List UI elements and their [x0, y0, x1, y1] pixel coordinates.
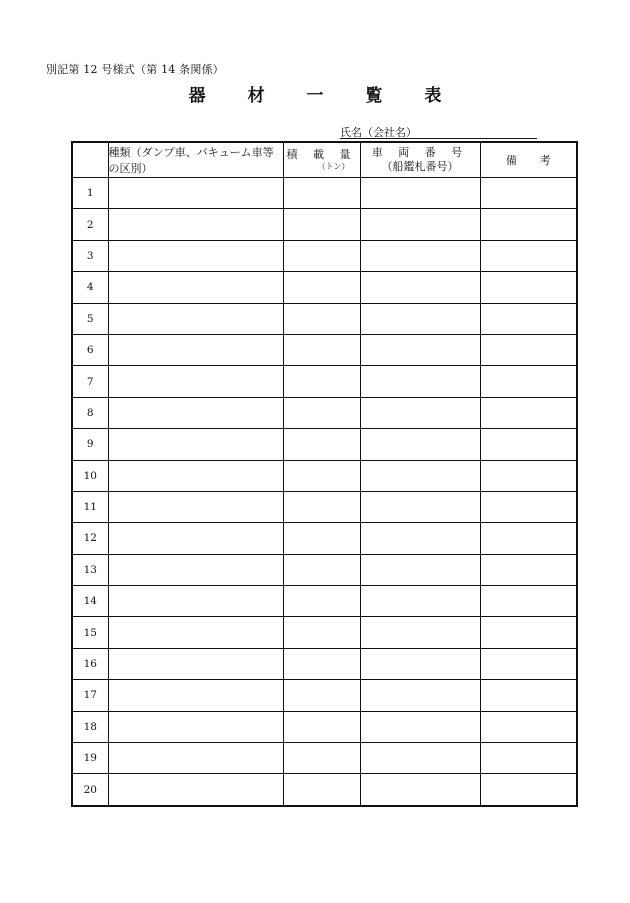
header-vehicle-number-label: 車 両 番 号 [371, 146, 469, 159]
row-number: 7 [72, 366, 108, 397]
capacity-cell[interactable] [283, 397, 360, 428]
capacity-cell[interactable] [283, 774, 360, 806]
remarks-cell[interactable] [480, 240, 577, 271]
type-cell[interactable] [108, 272, 283, 303]
table-row [72, 711, 577, 742]
capacity-cell[interactable] [283, 240, 360, 271]
table-row [72, 397, 577, 428]
table-row [72, 586, 577, 617]
remarks-cell[interactable] [480, 491, 577, 522]
table-row [72, 272, 577, 303]
remarks-cell[interactable] [480, 711, 577, 742]
capacity-cell[interactable] [283, 178, 360, 209]
row-number: 8 [72, 397, 108, 428]
capacity-cell[interactable] [283, 648, 360, 679]
remarks-cell[interactable] [480, 586, 577, 617]
name-field[interactable] [340, 124, 537, 139]
type-cell[interactable] [108, 303, 283, 334]
page-title: 器 材 一 覧 表 [188, 86, 460, 106]
row-number: 15 [72, 617, 108, 648]
row-number: 20 [72, 774, 108, 806]
vehicle-number-cell[interactable] [360, 209, 480, 240]
row-number: 18 [72, 711, 108, 742]
row-number: 17 [72, 680, 108, 711]
header-remarks-char-1: 備 [505, 154, 517, 167]
capacity-cell[interactable] [283, 334, 360, 365]
remarks-cell[interactable] [480, 743, 577, 774]
remarks-cell[interactable] [480, 617, 577, 648]
row-number: 3 [72, 240, 108, 271]
header-type: 種類（ダンプ車、バキューム車等の区別） [108, 142, 283, 178]
capacity-cell[interactable] [283, 743, 360, 774]
vehicle-number-cell[interactable] [360, 648, 480, 679]
table-row [72, 178, 577, 209]
row-number: 12 [72, 523, 108, 554]
type-cell[interactable] [108, 774, 283, 806]
type-cell[interactable] [108, 586, 283, 617]
table-row [72, 491, 577, 522]
remarks-cell[interactable] [480, 523, 577, 554]
vehicle-number-cell[interactable] [360, 711, 480, 742]
row-number: 6 [72, 334, 108, 365]
vehicle-number-cell[interactable] [360, 523, 480, 554]
row-number: 13 [72, 554, 108, 585]
capacity-cell[interactable] [283, 209, 360, 240]
form-label: 別記第 12 号様式（第 14 条関係） [46, 63, 224, 76]
header-remarks [480, 142, 577, 178]
type-cell[interactable] [108, 617, 283, 648]
vehicle-number-cell[interactable] [360, 491, 480, 522]
row-number: 14 [72, 586, 108, 617]
table-row [72, 680, 577, 711]
type-cell[interactable] [108, 366, 283, 397]
vehicle-number-cell[interactable] [360, 774, 480, 806]
row-number: 10 [72, 460, 108, 491]
vehicle-number-cell[interactable] [360, 397, 480, 428]
type-cell[interactable] [108, 554, 283, 585]
remarks-cell[interactable] [480, 774, 577, 806]
remarks-cell[interactable] [480, 178, 577, 209]
type-cell[interactable] [108, 334, 283, 365]
vehicle-number-cell[interactable] [360, 617, 480, 648]
table-row [72, 334, 577, 365]
name-label: 氏名（会社名） [340, 126, 417, 139]
type-cell[interactable] [108, 648, 283, 679]
header-capacity-label: 積 載 量 [286, 148, 357, 161]
table-row [72, 303, 577, 334]
table-row [72, 554, 577, 585]
table-row [72, 209, 577, 240]
equipment-table [71, 141, 578, 807]
capacity-cell[interactable] [283, 711, 360, 742]
remarks-cell[interactable] [480, 460, 577, 491]
row-number: 16 [72, 648, 108, 679]
remarks-cell[interactable] [480, 303, 577, 334]
vehicle-number-cell[interactable] [360, 334, 480, 365]
capacity-cell[interactable] [283, 523, 360, 554]
remarks-cell[interactable] [480, 334, 577, 365]
type-cell[interactable] [108, 680, 283, 711]
remarks-cell[interactable] [480, 209, 577, 240]
vehicle-number-cell[interactable] [360, 240, 480, 271]
row-number: 11 [72, 491, 108, 522]
row-number: 5 [72, 303, 108, 334]
header-number [72, 142, 108, 178]
table-row [72, 240, 577, 271]
header-capacity-unit: （トン） [317, 162, 350, 171]
capacity-cell[interactable] [283, 429, 360, 460]
type-cell[interactable] [108, 209, 283, 240]
header-vehicle-number-sub: （船鑑札番号） [381, 160, 459, 173]
table-row [72, 366, 577, 397]
header-capacity [283, 142, 360, 178]
capacity-cell[interactable] [283, 554, 360, 585]
header-remarks-char-2: 考 [539, 154, 551, 167]
capacity-cell[interactable] [283, 272, 360, 303]
table-row [72, 774, 577, 806]
capacity-cell[interactable] [283, 303, 360, 334]
type-cell[interactable] [108, 711, 283, 742]
remarks-cell[interactable] [480, 648, 577, 679]
row-number: 9 [72, 429, 108, 460]
capacity-cell[interactable] [283, 366, 360, 397]
remarks-cell[interactable] [480, 366, 577, 397]
vehicle-number-cell[interactable] [360, 586, 480, 617]
capacity-cell[interactable] [283, 617, 360, 648]
type-cell[interactable] [108, 491, 283, 522]
vehicle-number-cell[interactable] [360, 743, 480, 774]
table-row [72, 648, 577, 679]
table-row [72, 743, 577, 774]
type-cell[interactable] [108, 178, 283, 209]
table-row [72, 617, 577, 648]
capacity-cell[interactable] [283, 586, 360, 617]
table-row [72, 523, 577, 554]
remarks-cell[interactable] [480, 680, 577, 711]
header-row [72, 142, 577, 178]
vehicle-number-cell[interactable] [360, 554, 480, 585]
row-number: 2 [72, 209, 108, 240]
type-cell[interactable] [108, 429, 283, 460]
capacity-cell[interactable] [283, 491, 360, 522]
header-vehicle-number [360, 142, 480, 178]
remarks-cell[interactable] [480, 397, 577, 428]
vehicle-number-cell[interactable] [360, 272, 480, 303]
vehicle-number-cell[interactable] [360, 178, 480, 209]
capacity-cell[interactable] [283, 460, 360, 491]
vehicle-number-cell[interactable] [360, 303, 480, 334]
type-cell[interactable] [108, 523, 283, 554]
vehicle-number-cell[interactable] [360, 366, 480, 397]
table-row [72, 429, 577, 460]
row-number: 4 [72, 272, 108, 303]
vehicle-number-cell[interactable] [360, 680, 480, 711]
row-number: 19 [72, 743, 108, 774]
capacity-cell[interactable] [283, 680, 360, 711]
type-cell[interactable] [108, 460, 283, 491]
vehicle-number-cell[interactable] [360, 429, 480, 460]
type-cell[interactable] [108, 240, 283, 271]
row-number: 1 [72, 178, 108, 209]
table-row [72, 460, 577, 491]
remarks-cell[interactable] [480, 429, 577, 460]
remarks-cell[interactable] [480, 272, 577, 303]
vehicle-number-cell[interactable] [360, 460, 480, 491]
remarks-cell[interactable] [480, 554, 577, 585]
type-cell[interactable] [108, 743, 283, 774]
type-cell[interactable] [108, 397, 283, 428]
